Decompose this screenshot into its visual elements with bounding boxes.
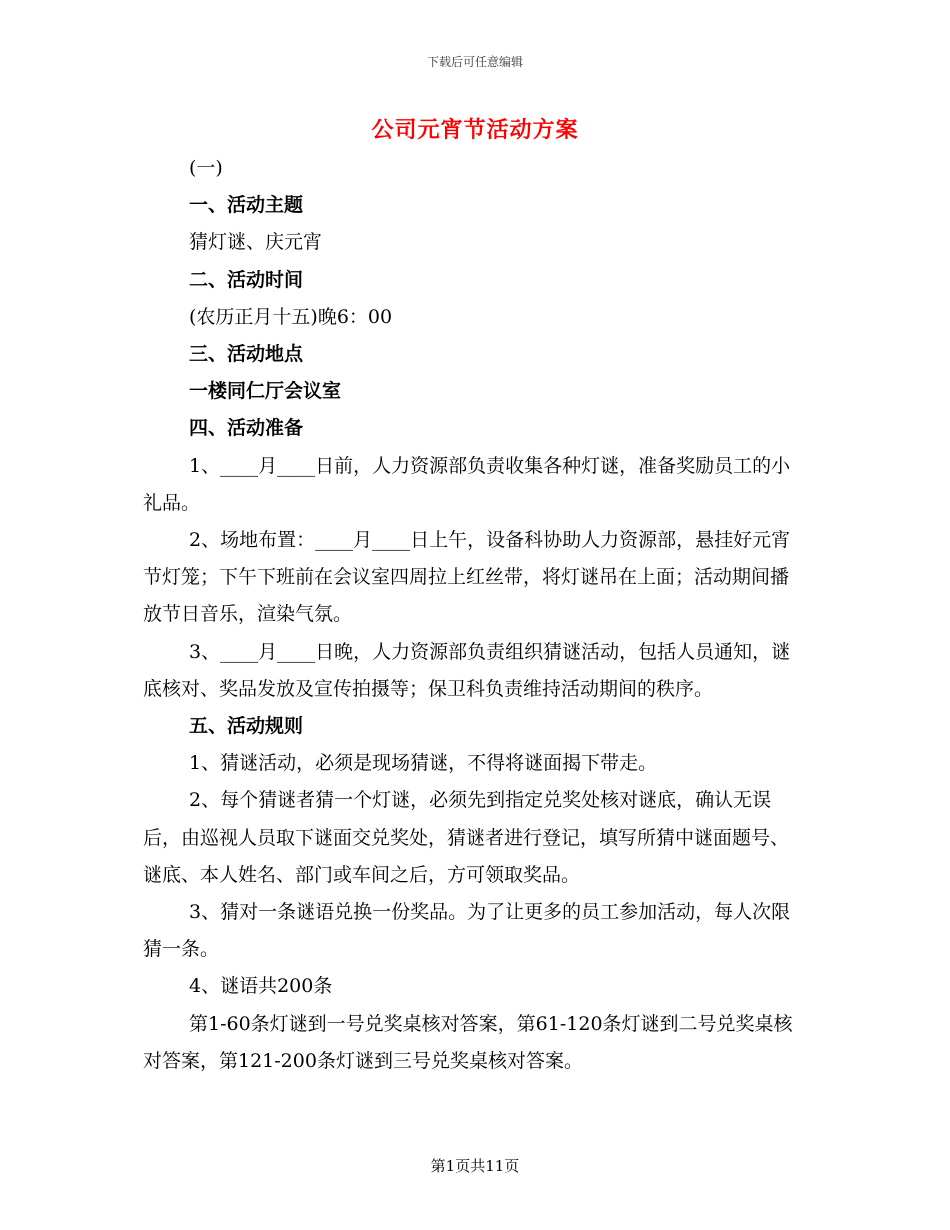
- paragraph-rule-4-detail: 第1-60条灯谜到一号兑奖桌核对答案，第61-120条灯谜到二号兑奖桌核对答案，第121-200条灯谜到三号兑奖桌核对答案。: [143, 1012, 793, 1072]
- paragraph-rule-4: 4、谜语共200条: [189, 975, 333, 998]
- paragraph-theme: 猜灯谜、庆元宵: [189, 231, 323, 254]
- heading-rules: 五、活动规则: [189, 715, 304, 738]
- heading-theme: 一、活动主题: [189, 194, 304, 217]
- paragraph-rule-3: 3、猜对一条谜语兑换一份奖品。为了让更多的员工参加活动，每人次限猜一条。: [143, 901, 791, 961]
- paragraph-prep-2: 2、场地布置：____月____日上午，设备科协助人力资源部，悬挂好元宵节灯笼；下午下班前在会议室四周拉上红丝带，将灯谜吊在上面；活动期间播放节日音乐，渲染气氛。: [143, 529, 791, 626]
- page-number: 第1页共11页: [430, 1157, 520, 1175]
- heading-time: 二、活动时间: [189, 268, 304, 291]
- section-marker: (一): [189, 157, 223, 179]
- paragraph-time: (农历正月十五)晚6：00: [189, 305, 393, 328]
- paragraph-rule-1: 1、猜谜活动，必须是现场猜谜，不得将谜面揭下带走。: [189, 752, 658, 775]
- paragraph-rule-2: 2、每个猜谜者猜一个灯谜，必须先到指定兑奖处核对谜底，确认无误后，由巡视人员取下谜面交兑奖处，猜谜者进行登记，填写所猜中谜面题号、谜底、本人姓名、部门或车间之后，方可领取奖品。: [143, 789, 790, 886]
- paragraph-prep-1: 1、____月____日前，人力资源部负责收集各种灯谜，准备奖励员工的小礼品。: [143, 454, 791, 514]
- document-title: 公司元宵节活动方案: [371, 117, 579, 143]
- paragraph-location: 一楼同仁厅会议室: [189, 380, 342, 403]
- header-note: 下载后可任意编辑: [426, 55, 523, 69]
- heading-location: 三、活动地点: [189, 343, 304, 366]
- paragraph-prep-3: 3、____月____日晚，人力资源部负责组织猜谜活动，包括人员通知，谜底核对、奖品发放及宣传拍摄等；保卫科负责维持活动期间的秩序。: [143, 640, 791, 700]
- heading-preparation: 四、活动准备: [189, 417, 304, 440]
- document-body: [143, 150, 807, 1080]
